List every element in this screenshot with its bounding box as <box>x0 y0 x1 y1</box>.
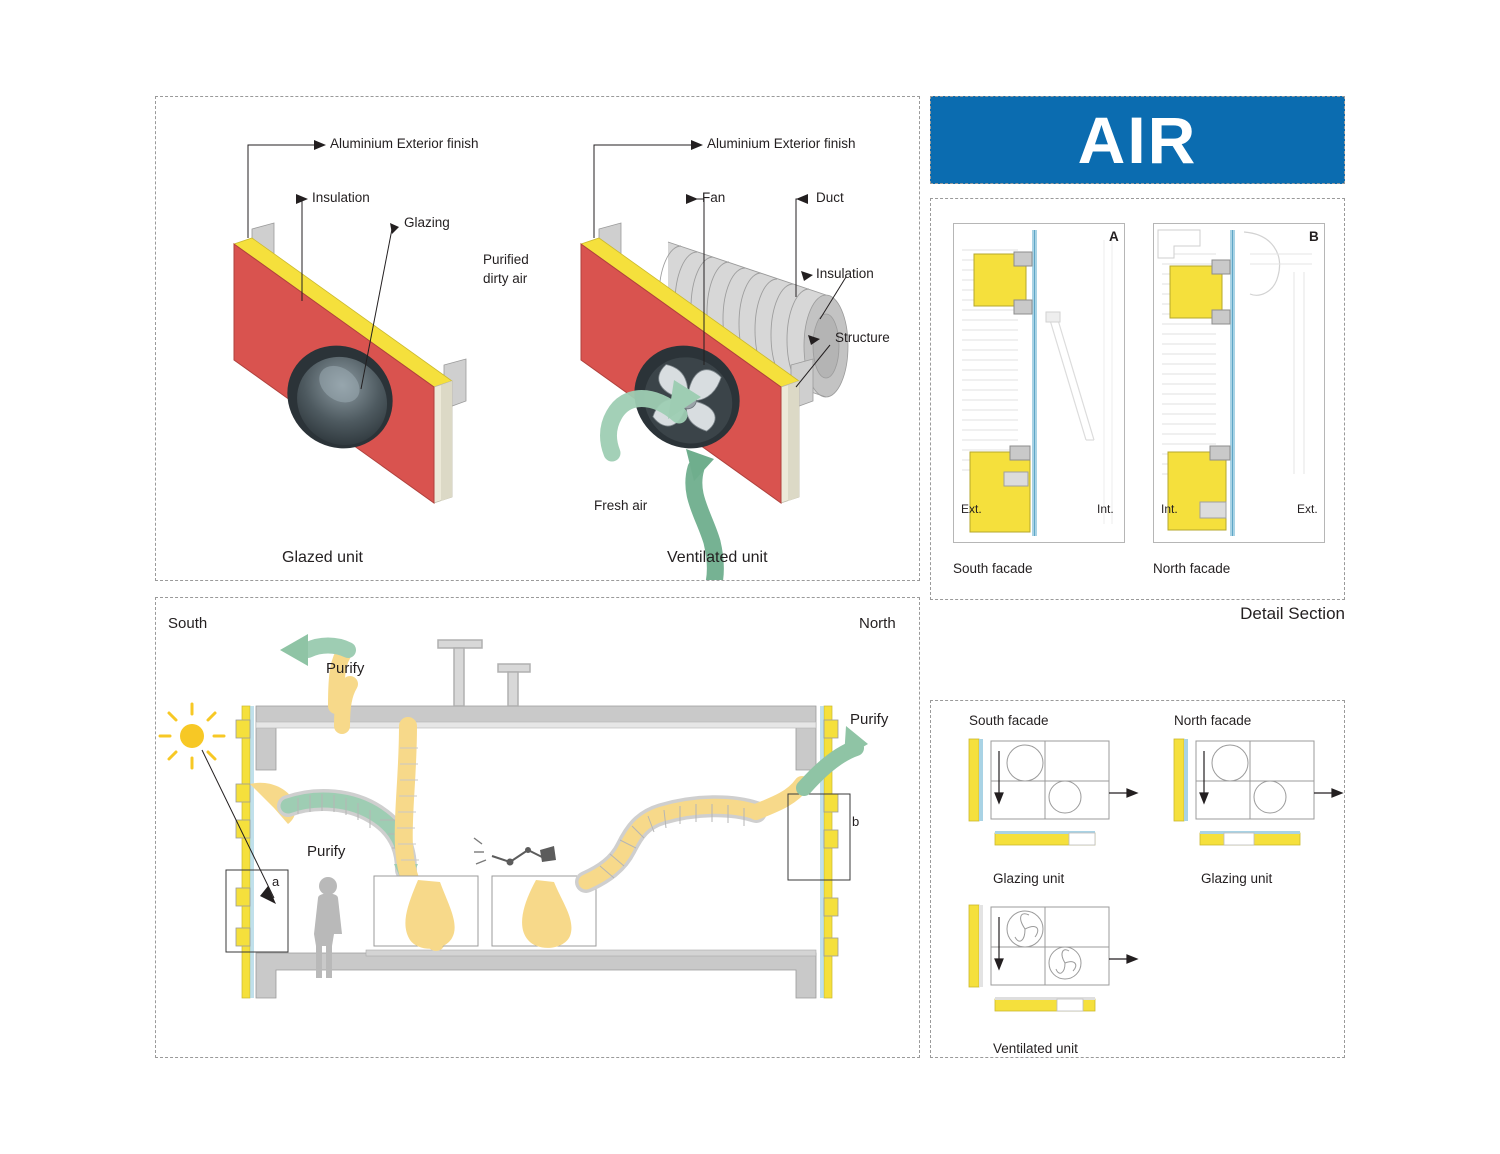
callout-glazed-glazing: Glazing <box>404 215 450 230</box>
detail-marker-a: a <box>272 874 280 889</box>
callout-vent-fan: Fan <box>702 190 726 205</box>
callout-vent-aluminium: Aluminium Exterior finish <box>707 136 856 151</box>
detail-A-left-label: Ext. <box>961 502 982 516</box>
detail-tag-A: A <box>1109 229 1119 244</box>
axo-caption-north-glazing: Glazing unit <box>1201 871 1273 886</box>
annotation-purify-mid: Purify <box>307 843 346 860</box>
units-diagram <box>156 97 919 580</box>
annotation-purify-top: Purify <box>326 660 365 677</box>
detail-panel <box>930 198 1345 600</box>
section-diagram <box>156 598 919 1057</box>
air-banner <box>930 96 1345 184</box>
detail-marker-b: b <box>852 814 860 829</box>
detail-A-drawing <box>953 223 1125 543</box>
callout-vent-structure: Structure <box>835 330 890 345</box>
flow-label-purified-line1: Purified <box>483 252 529 267</box>
units-panel <box>155 96 920 581</box>
detail-B-right-label: Ext. <box>1297 502 1318 516</box>
sun-icon <box>160 704 224 768</box>
flow-label-fresh-air: Fresh air <box>594 498 648 513</box>
detail-B-caption: North facade <box>1153 561 1231 576</box>
axo-north-glazing <box>1166 733 1346 873</box>
section-label-north: North <box>859 615 896 632</box>
detail-A-caption: South facade <box>953 561 1033 576</box>
glazed-unit-graphic <box>234 223 466 503</box>
caption-ventilated-unit: Ventilated unit <box>667 549 768 566</box>
detail-section-caption: Detail Section <box>1240 604 1345 623</box>
flow-label-purified-line2: dirty air <box>483 271 528 286</box>
axo-panel <box>930 700 1345 1058</box>
callout-glazed-insulation: Insulation <box>312 190 370 205</box>
axo-caption-south-glazing: Glazing unit <box>993 871 1065 886</box>
section-panel <box>155 597 920 1058</box>
section-label-south: South <box>168 615 208 632</box>
glazed-callout-arrows <box>296 140 399 234</box>
detail-tag-B: B <box>1309 229 1319 244</box>
axo-ventilated-unit <box>961 899 1141 1043</box>
air-banner-title: AIR <box>1077 103 1198 177</box>
axo-caption-ventilated: Ventilated unit <box>993 1041 1078 1056</box>
detail-A-right-label: Int. <box>1097 502 1114 516</box>
detail-B-left-label: Int. <box>1161 502 1178 516</box>
annotation-purify-right: Purify <box>850 711 889 728</box>
axo-south-glazing <box>961 733 1141 873</box>
caption-glazed-unit: Glazed unit <box>282 549 363 566</box>
axo-title-south: South facade <box>969 713 1049 728</box>
callout-vent-insulation: Insulation <box>816 266 874 281</box>
axo-title-north: North facade <box>1174 713 1252 728</box>
callout-vent-duct: Duct <box>816 190 844 205</box>
callout-glazed-aluminium: Aluminium Exterior finish <box>330 136 479 151</box>
detail-B-drawing <box>1153 223 1325 543</box>
